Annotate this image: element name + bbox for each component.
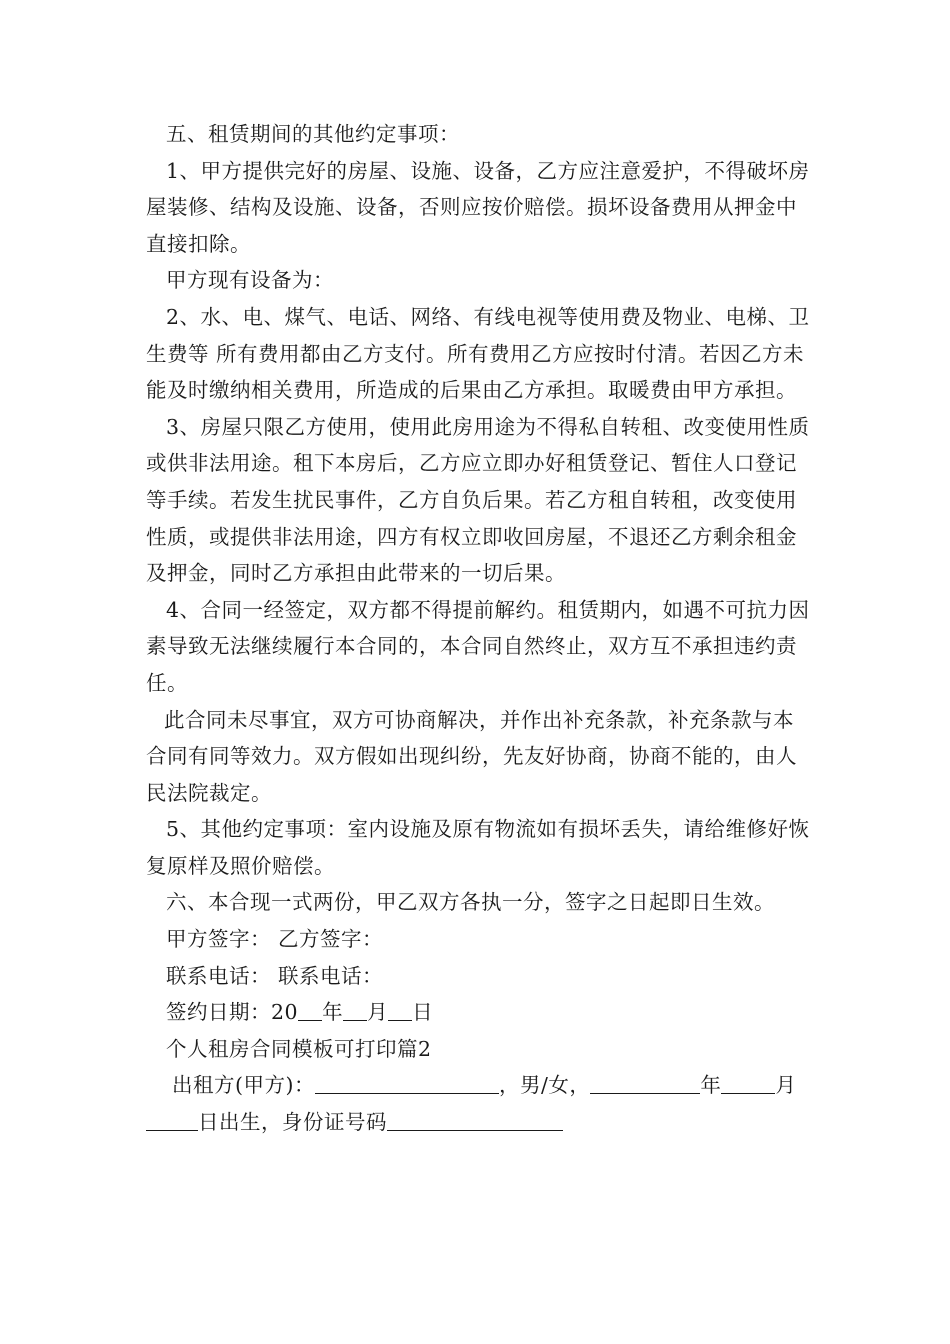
year-blank — [298, 998, 322, 1021]
lessor-line — [146, 1067, 812, 1140]
birth-month-blank — [721, 1071, 775, 1094]
clause-2: 2、水、电、煤气、电话、网络、有线电视等使用费及物业、电梯、卫生费等 所有费用都由乙方支付。所有费用乙方应按时付清。若因乙方未能及时缴纳相关费用，所造成的后果由乙方承担。取暖费由甲方承担。 — [146, 304, 810, 403]
lessor-label: 出租方(甲方)： — [172, 1073, 315, 1098]
date-year: 年 — [322, 1000, 344, 1025]
clause-5: 5、其他约定事项：室内设施及原有物流如有损坏丢失，请给维修好恢复原样及照价赔偿。 — [146, 817, 810, 878]
document-page — [146, 116, 812, 1141]
clause-3: 3、房屋只限乙方使用，使用此房用途为不得私自转租、改变使用性质或供非法用途。租下本房后，乙方应立即办好租赁登记、暂住人口登记等手续。若发生扰民事件，乙方自负后果。若乙方租自转租，改变使用性质，或提供非法用途，四方有权立即收回房屋，不退还乙方剩余租金及押金，同时乙方承担由此带来的一切后果。 — [146, 414, 810, 586]
id-number-blank — [387, 1108, 563, 1131]
heading-section-6: 六、本合现一式两份，甲乙双方各执一分，签字之日起即日生效。 — [166, 890, 775, 915]
date-prefix: 签约日期：20 — [166, 1000, 299, 1025]
lessor-year: 年 — [700, 1073, 722, 1098]
lessor-month: 月 — [775, 1073, 797, 1098]
date-day: 日 — [412, 1000, 434, 1025]
heading-section-5: 五、租赁期间的其他约定事项： — [166, 122, 460, 146]
clause-4: 4、合同一经签定，双方都不得提前解约。租赁期内，如遇不可抗力因素导致无法继续履行本合同的，本合同自然终止，双方互不承担违约责任。 — [146, 597, 810, 695]
birth-year-blank — [590, 1071, 700, 1094]
lessor-birth-id: 日出生，身份证号码 — [198, 1110, 387, 1135]
month-blank — [343, 998, 367, 1021]
equipment-label: 甲方现有设备为： — [166, 268, 334, 293]
supplementary-terms: 此合同未尽事宜，双方可协商解决，并作出补充条款，补充条款与本合同有同等效力。双方假如出现纠纷，先友好协商，协商不能的，由人民法院裁定。 — [146, 707, 797, 805]
birth-day-blank — [146, 1108, 198, 1131]
lessor-gender: ，男/女， — [499, 1073, 591, 1098]
phone-line: 联系电话： 联系电话： — [166, 963, 384, 988]
section-title: 个人租房合同模板可打印篇2 — [166, 1036, 432, 1061]
day-blank — [388, 998, 412, 1021]
lessor-name-blank — [315, 1071, 499, 1094]
date-month: 月 — [367, 1000, 389, 1025]
signature-line: 甲方签字： 乙方签字： — [166, 927, 384, 952]
clause-1: 1、甲方提供完好的房屋、设施、设备，乙方应注意爱护，不得破坏房屋装修、结构及设施、设备，否则应按价赔偿。损坏设备费用从押金中直接扣除。 — [146, 158, 810, 256]
signing-date-line — [146, 994, 812, 1031]
